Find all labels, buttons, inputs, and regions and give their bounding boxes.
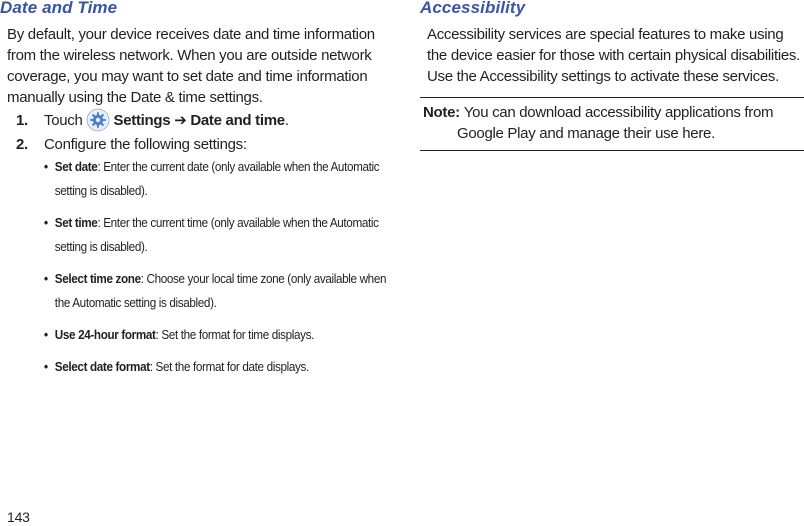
- bullet-term: Set time: [54, 215, 98, 230]
- bullet-term: Select time zone: [54, 271, 141, 286]
- bullet-desc: : Set the format for time displays.: [155, 327, 315, 342]
- note-line-1: You can download accessibility applications from: [463, 104, 774, 121]
- bullet-dot: •: [44, 271, 48, 286]
- bullet-dot: •: [44, 359, 48, 374]
- bullet-term: Select date format: [54, 359, 150, 374]
- list-item: [44, 155, 395, 203]
- step-2-number: 2.: [16, 136, 28, 153]
- accessibility-heading: Accessibility: [420, 0, 526, 17]
- step-2: [16, 135, 247, 155]
- settings-bullet-list: [44, 155, 387, 387]
- note-label: Note:: [423, 104, 460, 121]
- step-1-target: Date and time: [190, 112, 285, 129]
- date-and-time-heading: Date and Time: [0, 0, 118, 17]
- settings-gear-icon: [86, 108, 110, 132]
- note-top-divider: [420, 97, 804, 98]
- bullet-desc: : Enter the current date (only available when the Automatic setting is disabled).: [54, 159, 380, 198]
- step-1-settings: Settings: [113, 112, 171, 129]
- list-item: [44, 211, 395, 259]
- bullet-desc: : Set the format for date displays.: [149, 359, 309, 374]
- note-box: [423, 102, 798, 144]
- step-1-prefix: Touch: [44, 112, 83, 129]
- accessibility-intro: Accessibility services are special features to make using the device easier for those with certain physical disabilities. Use the Accessibility settings to activate these services.: [427, 26, 800, 85]
- list-item: [44, 355, 395, 379]
- note-bottom-divider: [420, 150, 804, 151]
- date-and-time-intro: By default, your device receives date and time information from the wireless network. When you are outside network coverage, you may want to set date and time information manually using the Date & time settings.: [7, 26, 375, 106]
- list-item: [44, 267, 395, 315]
- bullet-desc: : Choose your local time zone (only available when the Automatic setting is disabled).: [54, 271, 387, 310]
- bullet-dot: •: [44, 215, 48, 230]
- step-1-number: 1.: [16, 112, 28, 129]
- step-1: [16, 108, 289, 132]
- page-number: 143: [7, 509, 30, 525]
- bullet-desc: : Enter the current time (only available when the Automatic setting is disabled).: [54, 215, 379, 254]
- bullet-dot: •: [44, 327, 48, 342]
- step-2-text: Configure the following settings:: [44, 136, 247, 153]
- list-item: [44, 323, 395, 347]
- bullet-term: Set date: [54, 159, 98, 174]
- bullet-dot: •: [44, 159, 48, 174]
- step-1-arrow: ➔: [174, 112, 187, 129]
- note-line-2: Google Play and manage their use here.: [457, 125, 715, 142]
- bullet-term: Use 24-hour format: [54, 327, 156, 342]
- step-1-period: .: [284, 112, 289, 129]
